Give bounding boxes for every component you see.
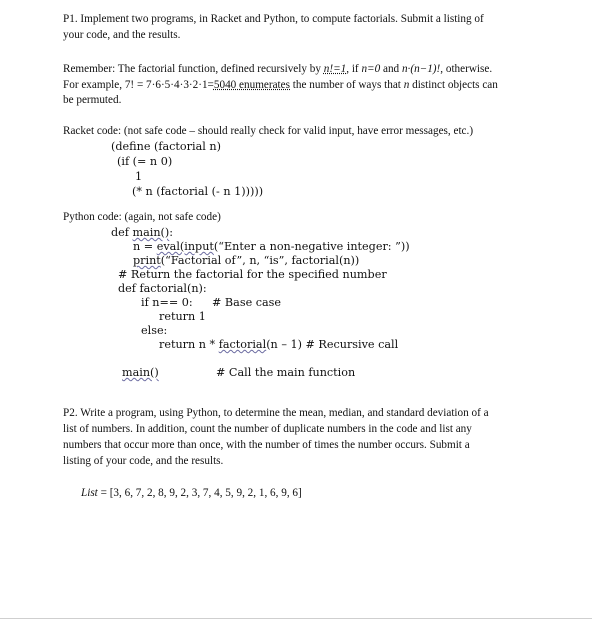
eval-input: eval(input xyxy=(156,240,214,253)
remember-line-3: be permuted. xyxy=(63,94,122,106)
example-text-c: the number of ways that xyxy=(290,79,404,91)
remember-line-2 xyxy=(63,78,498,92)
python-def-main xyxy=(111,226,173,240)
python-else: else: xyxy=(141,324,168,337)
main-call: main() xyxy=(122,366,159,379)
python-return-1: return 1 xyxy=(159,310,206,323)
p2-line-4: listing of your code, and the results. xyxy=(63,455,224,467)
example-n: n xyxy=(403,79,410,91)
main-name: main() xyxy=(132,226,170,239)
python-base-comment: # Base case xyxy=(212,296,282,309)
racket-line-3: 1 xyxy=(135,170,143,183)
python-if-line: if n== 0: xyxy=(141,296,193,309)
remember-text-d: and xyxy=(380,63,402,75)
racket-line-4: (* n (factorial (- n 1))))) xyxy=(132,185,264,198)
factorial-base-expr: n!=1 xyxy=(323,63,347,75)
p2-line-3: numbers that occur more than once, with the number of times the number occurs. Submit a xyxy=(63,439,470,451)
remember-text-b: , if xyxy=(346,63,362,75)
list-value: = [3, 6, 7, 2, 8, 9, 2, 3, 7, 4, 5, 9, 2, 1, 6, 9, 6] xyxy=(97,487,302,499)
example-text-a: For example, 7! = 7·6·5·4·3·2·1= xyxy=(63,79,214,91)
def-colon: : xyxy=(169,226,174,239)
python-print-line xyxy=(133,254,359,268)
page-bottom-border xyxy=(0,618,592,619)
example-text-e: distinct objects can xyxy=(409,79,498,91)
p1-line-1: P1. Implement two programs, in Racket and Python, to compute factorials. Submit a listing of xyxy=(63,13,484,25)
base-condition: n=0 xyxy=(361,63,381,75)
print-args: (“Factorial of”, n, “is”, factorial(n)) xyxy=(160,254,360,267)
python-call-comment: # Call the main function xyxy=(216,366,356,379)
recursive-expr: n·(n−1)! xyxy=(401,63,441,75)
python-return-rec xyxy=(159,338,398,352)
racket-header: Racket code: (not safe code – should really check for valid input, have error messages, etc.) xyxy=(63,125,474,137)
remember-text-f: , otherwise. xyxy=(440,63,493,75)
p2-line-2: list of numbers. In addition, count the number of duplicate numbers in the code and list any xyxy=(63,423,472,435)
racket-line-2: (if (= n 0) xyxy=(117,155,173,168)
python-call-main xyxy=(122,366,159,380)
python-comment: # Return the factorial for the specified number xyxy=(118,268,387,281)
return-n: return n * xyxy=(159,338,219,351)
print-keyword: print xyxy=(133,254,161,267)
remember-line-1 xyxy=(63,62,492,76)
python-input-line xyxy=(133,240,410,254)
return-rec-rest: (n – 1) # Recursive call xyxy=(266,338,399,351)
list-line xyxy=(81,486,302,500)
p1-line-2: your code, and the results. xyxy=(63,29,181,41)
example-result: 5040 enumerates xyxy=(213,79,290,91)
remember-text-a: Remember: The factorial function, defined recursively by xyxy=(63,63,324,75)
python-header: Python code: (again, not safe code) xyxy=(63,211,221,223)
input-prompt: (“Enter a non-negative integer: ”)) xyxy=(213,240,410,253)
factorial-call: factorial xyxy=(218,338,267,351)
python-def-factorial: def factorial(n): xyxy=(118,282,207,295)
p2-line-1: P2. Write a program, using Python, to determine the mean, median, and standard deviation of a xyxy=(63,407,489,419)
racket-line-1: (define (factorial n) xyxy=(111,140,221,153)
n-assign: n = xyxy=(133,240,157,253)
list-label: List xyxy=(81,487,98,499)
def-keyword: def xyxy=(111,226,133,239)
